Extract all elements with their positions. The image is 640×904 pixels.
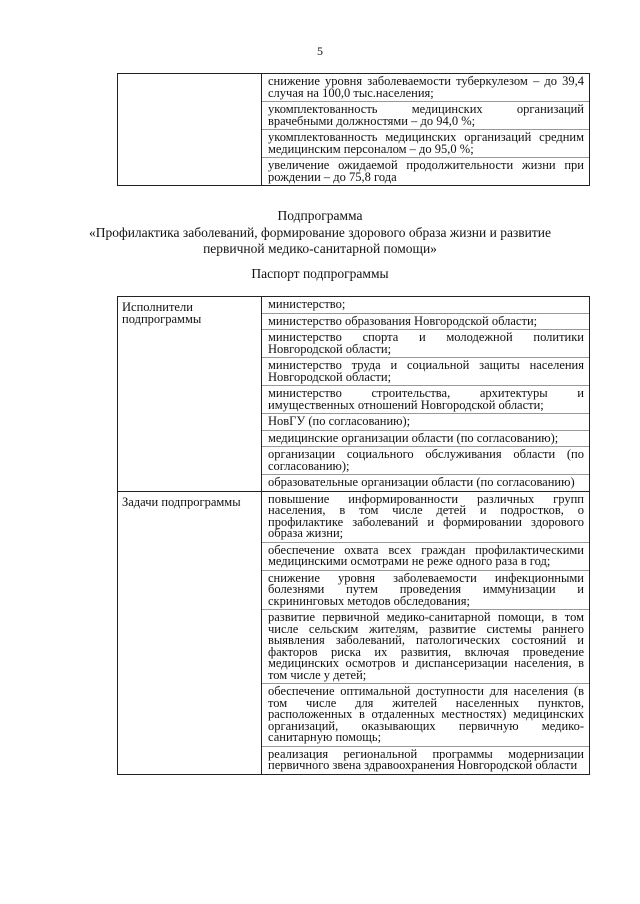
executor-item: НовГУ (по согласованию); bbox=[262, 414, 589, 431]
executors-label-cell bbox=[118, 297, 262, 492]
executors-label: Исполнители подпрограммы bbox=[122, 300, 202, 326]
executors-list-cell bbox=[262, 297, 590, 492]
passport-title: Паспорт подпрограммы bbox=[251, 266, 389, 281]
indicator-item: снижение уровня заболеваемости туберкулезом – до 39,4 случая на 100,0 тыс.населения; bbox=[262, 74, 589, 102]
tasks-label: Задачи подпрограммы bbox=[122, 494, 241, 509]
task-item: развитие первичной медико-санитарной помощи, в том числе сельским жителям, развитие системы раннего выявления заболеваний, патологических состояний и факторов риска их развития, включая проведение медицинских осмотров и диспансеризации населения, в том числе у детей; bbox=[262, 610, 589, 684]
indicators-left-cell bbox=[118, 74, 262, 186]
tasks-list-cell bbox=[262, 491, 590, 774]
indicators-continuation-table bbox=[117, 73, 590, 186]
indicator-item: увеличение ожидаемой продолжительности жизни при рождении – до 75,8 года bbox=[268, 158, 584, 184]
subprogram-name: «Профилактика заболеваний, формирование здорового образа жизни и развитие первичной медико-санитарной помощи» bbox=[88, 225, 552, 256]
task-item: повышение информированности различных групп населения, в том числе детей и подростков, о профилактике заболеваний и формировании здорового образа жизни; bbox=[262, 492, 589, 543]
subprogram-label: Подпрограмма bbox=[277, 208, 363, 223]
task-item: реализация региональной программы модернизации первичного звена здравоохранения Новгородской области bbox=[268, 746, 584, 772]
executor-item: министерство; bbox=[262, 297, 589, 314]
executor-item: министерство образования Новгородской области; bbox=[262, 314, 589, 331]
task-item: обеспечение оптимальной доступности для населения (в том числе для жителей населенных пунктов, расположенных в отдаленных местностях) медицинских организаций, оказывающих первичную медико-санитарную помощь; bbox=[262, 684, 589, 747]
executor-item: организации социального обслуживания области (по согласованию); bbox=[262, 447, 589, 475]
tasks-row bbox=[118, 491, 590, 774]
task-item: снижение уровня заболеваемости инфекционными болезнями путем проведения иммунизации и скрининговых методов обследования; bbox=[262, 571, 589, 611]
executor-item: министерство строительства, архитектуры и имущественных отношений Новгородской области; bbox=[262, 386, 589, 414]
executor-item: образовательные организации области (по согласованию) bbox=[268, 475, 575, 489]
indicator-item: укомплектованность медицинских организаций средним медицинским персоналом – до 95,0 %; bbox=[262, 130, 589, 158]
page-number: 5 bbox=[317, 44, 323, 58]
tasks-label-cell bbox=[118, 491, 262, 774]
indicators-right-cell bbox=[262, 74, 590, 186]
executors-row bbox=[118, 297, 590, 492]
indicator-item: укомплектованность медицинских организаций врачебными должностями – до 94,0 %; bbox=[262, 102, 589, 130]
task-item: обеспечение охвата всех граждан профилактическими медицинскими осмотрами не реже одного раза в год; bbox=[262, 543, 589, 571]
passport-table bbox=[117, 296, 590, 775]
executor-item: медицинские организации области (по согласованию); bbox=[262, 431, 589, 448]
executor-item: министерство труда и социальной защиты населения Новгородской области; bbox=[262, 358, 589, 386]
executor-item: министерство спорта и молодежной политики Новгородской области; bbox=[262, 330, 589, 358]
